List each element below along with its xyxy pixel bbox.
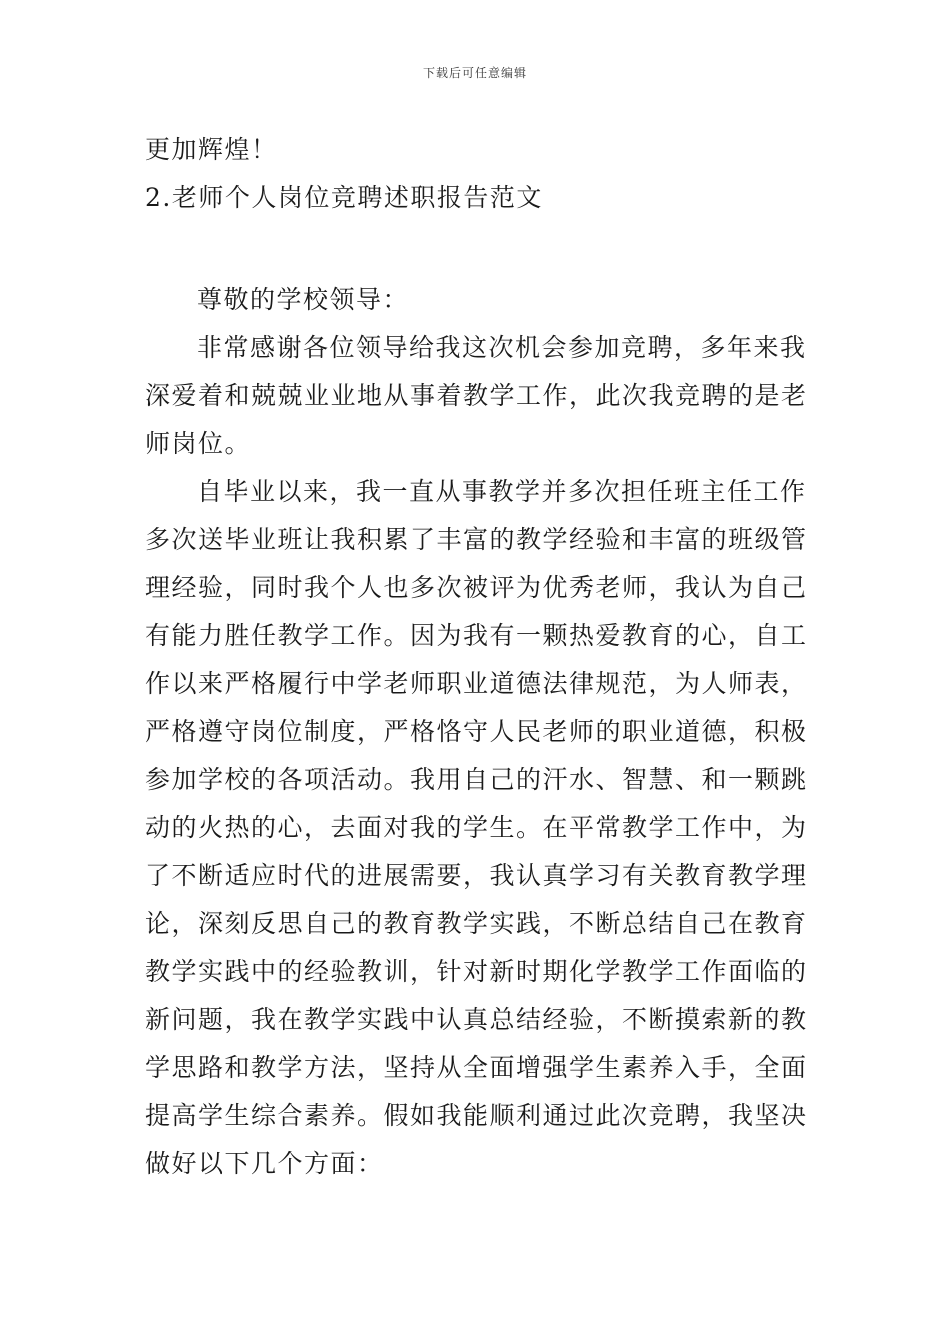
text-line: 自毕业以来，我一直从事教学并多次担任班主任工作 <box>197 477 807 506</box>
salutation: 尊敬的学校领导： <box>197 285 410 314</box>
text-line: 理经验，同时我个人也多次被评为优秀老师，我认为自己 <box>145 573 808 602</box>
blank-spacer <box>145 222 810 276</box>
text-line: 深爱着和兢兢业业地从事着教学工作，此次我竞聘的是老 <box>145 381 808 410</box>
text-line: 严格遵守岗位制度，严格恪守人民老师的职业道德，积极 <box>145 717 808 746</box>
paragraph-1 <box>145 324 810 468</box>
text-line: 做好以下几个方面： <box>145 1149 384 1178</box>
document-body <box>145 126 810 1188</box>
page-header: 下载后可任意编辑 <box>422 66 527 80</box>
text-line: 提高学生综合素养。假如我能顺利通过此次竞聘，我坚决 <box>145 1101 808 1130</box>
text-line: 参加学校的各项活动。我用自己的汗水、智慧、和一颗跳 <box>145 765 808 794</box>
closing-line: 更加辉煌！ <box>145 135 278 164</box>
text-line: 作以来严格履行中学老师职业道德法律规范，为人师表， <box>145 669 808 698</box>
text-line: 动的火热的心，去面对我的学生。在平常教学工作中，为 <box>145 813 808 842</box>
paragraph-2 <box>145 468 810 1188</box>
text-line: 非常感谢各位领导给我这次机会参加竞聘，多年来我 <box>197 333 807 362</box>
text-line: 论，深刻反思自己的教育教学实践，不断总结自己在教育 <box>145 909 808 938</box>
text-line: 了不断适应时代的进展需要，我认真学习有关教育教学理 <box>145 861 808 890</box>
text-line: 学思路和教学方法，坚持从全面增强学生素养入手，全面 <box>145 1053 808 1082</box>
text-line: 多次送毕业班让我积累了丰富的教学经验和丰富的班级管 <box>145 525 808 554</box>
text-line: 师岗位。 <box>145 429 252 458</box>
text-line: 新问题，我在教学实践中认真总结经验，不断摸索新的教 <box>145 1005 808 1034</box>
section-title: 2.老师个人岗位竞聘述职报告范文 <box>145 183 543 212</box>
text-line: 教学实践中的经验教训，针对新时期化学教学工作面临的 <box>145 957 808 986</box>
text-line: 有能力胜任教学工作。因为我有一颗热爱教育的心，自工 <box>145 621 808 650</box>
